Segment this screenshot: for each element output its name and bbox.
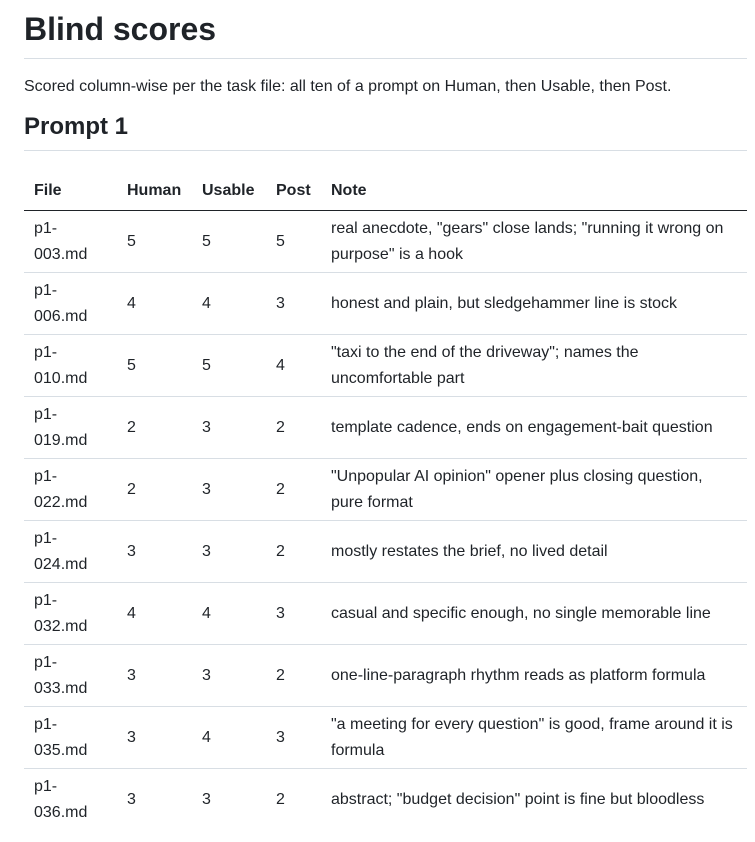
note-cell: "a meeting for every question" is good, frame around it is formula bbox=[321, 707, 747, 769]
human-score-cell: 4 bbox=[117, 273, 192, 335]
table-row bbox=[24, 397, 747, 459]
note-cell: "taxi to the end of the driveway"; names the uncomfortable part bbox=[321, 335, 747, 397]
file-cell: p1-032.md bbox=[24, 583, 117, 645]
file-cell: p1-019.md bbox=[24, 397, 117, 459]
column-header-file: File bbox=[24, 171, 117, 211]
post-score-cell: 2 bbox=[276, 790, 285, 808]
file-cell: p1-022.md bbox=[24, 459, 117, 521]
human-score-cell: 4 bbox=[117, 583, 192, 645]
page-title: Blind scores bbox=[24, 0, 747, 59]
human-score-cell: 5 bbox=[117, 211, 192, 273]
usable-score-cell: 4 bbox=[192, 707, 266, 769]
file-cell: p1-036.md bbox=[34, 777, 88, 821]
usable-score-cell: 4 bbox=[192, 273, 266, 335]
table-body bbox=[24, 211, 747, 831]
usable-score-cell: 3 bbox=[202, 790, 211, 808]
human-score-cell: 3 bbox=[117, 707, 192, 769]
file-cell: p1-003.md bbox=[24, 211, 117, 273]
note-cell: real anecdote, "gears" close lands; "running it wrong on purpose" is a hook bbox=[321, 211, 747, 273]
file-cell: p1-006.md bbox=[24, 273, 117, 335]
column-header-human: Human bbox=[117, 171, 192, 211]
post-score-cell: 3 bbox=[266, 583, 321, 645]
file-cell: p1-035.md bbox=[24, 707, 117, 769]
post-score-cell: 3 bbox=[266, 273, 321, 335]
file-cell: p1-010.md bbox=[24, 335, 117, 397]
table-row bbox=[24, 459, 747, 521]
table-row bbox=[24, 769, 747, 831]
usable-score-cell: 4 bbox=[192, 583, 266, 645]
section-heading: Prompt 1 bbox=[24, 112, 747, 151]
table-row bbox=[24, 211, 747, 273]
note-cell: template cadence, ends on engagement-bait question bbox=[321, 397, 747, 459]
human-score-cell: 2 bbox=[117, 459, 192, 521]
column-header-note: Note bbox=[321, 171, 747, 211]
human-score-cell: 5 bbox=[117, 335, 192, 397]
note-cell: mostly restates the brief, no lived detail bbox=[321, 521, 747, 583]
human-score-cell: 2 bbox=[117, 397, 192, 459]
post-score-cell: 4 bbox=[266, 335, 321, 397]
file-cell: p1-033.md bbox=[24, 645, 117, 707]
table-row bbox=[24, 583, 747, 645]
usable-score-cell: 3 bbox=[192, 397, 266, 459]
human-score-cell: 3 bbox=[127, 790, 136, 808]
human-score-cell: 3 bbox=[117, 645, 192, 707]
usable-score-cell: 3 bbox=[192, 459, 266, 521]
post-score-cell: 5 bbox=[266, 211, 321, 273]
note-cell: abstract; "budget decision" point is fine but bloodless bbox=[331, 790, 705, 808]
post-score-cell: 2 bbox=[266, 645, 321, 707]
post-score-cell: 2 bbox=[266, 521, 321, 583]
header-row bbox=[24, 171, 747, 211]
table-row bbox=[24, 335, 747, 397]
usable-score-cell: 5 bbox=[192, 335, 266, 397]
human-score-cell: 3 bbox=[117, 521, 192, 583]
table-row bbox=[24, 707, 747, 769]
file-cell: p1-024.md bbox=[24, 521, 117, 583]
intro-paragraph: Scored column-wise per the task file: all ten of a prompt on Human, then Usable, then Post. bbox=[24, 78, 672, 95]
note-cell: "Unpopular AI opinion" opener plus closing question, pure format bbox=[321, 459, 747, 521]
table-header bbox=[24, 171, 747, 211]
column-header-post: Post bbox=[266, 171, 321, 211]
column-header-usable: Usable bbox=[192, 171, 266, 211]
note-cell: one-line-paragraph rhythm reads as platform formula bbox=[321, 645, 747, 707]
scores-table bbox=[24, 171, 747, 830]
table-row bbox=[24, 273, 747, 335]
table-row bbox=[24, 521, 747, 583]
note-cell: casual and specific enough, no single memorable line bbox=[321, 583, 747, 645]
table-row bbox=[24, 645, 747, 707]
post-score-cell: 2 bbox=[266, 397, 321, 459]
usable-score-cell: 3 bbox=[192, 521, 266, 583]
note-cell: honest and plain, but sledgehammer line is stock bbox=[321, 273, 747, 335]
post-score-cell: 2 bbox=[266, 459, 321, 521]
usable-score-cell: 3 bbox=[192, 645, 266, 707]
usable-score-cell: 5 bbox=[192, 211, 266, 273]
post-score-cell: 3 bbox=[266, 707, 321, 769]
